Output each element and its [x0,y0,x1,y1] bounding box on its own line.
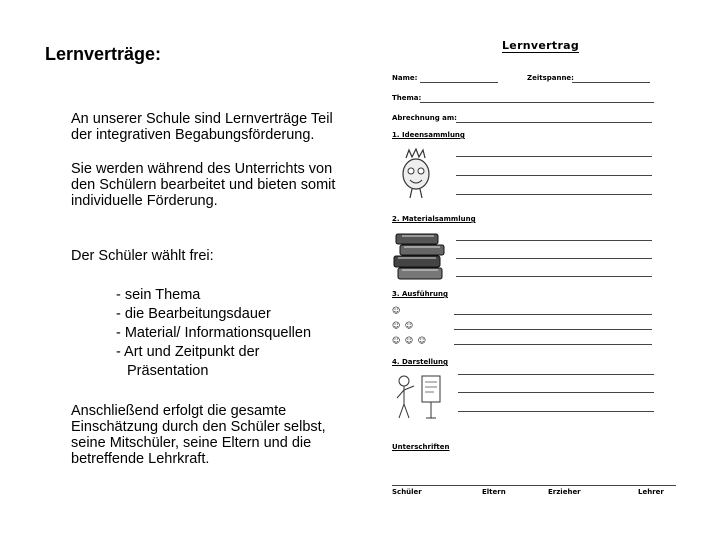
list-item-continuation: Präsentation [127,363,209,379]
books-icon [390,230,448,284]
thema-label: Thema: [392,94,422,102]
abrechnung-line [456,122,652,123]
execution-line [454,344,652,345]
zeitspanne-label: Zeitspanne: [527,74,574,82]
zeitspanne-line [572,82,650,83]
intro-paragraph: An unserer Schule sind Lernverträge Teil der integrativen Begabungsförderung. [71,111,333,143]
description-paragraph: Sie werden während des Unterrichts von den Schülern bearbeitet und bieten somit individuelle Förderung. [71,161,336,209]
execution-line [454,329,652,330]
material-line [456,240,652,241]
material-line [456,258,652,259]
presentation-illustration-icon [392,372,446,420]
list-item: - Art und Zeitpunkt der [116,344,260,360]
list-item: - sein Thema [116,287,201,303]
assessment-paragraph: Anschließend erfolgt die gesamte Einschätzung durch den Schüler selbst, seine Mitschüler, seine Eltern und die betreffende Lehrkraft. [71,403,326,467]
abrechnung-label: Abrechnung am: [392,114,457,122]
section-unterschriften: Unterschriften [392,443,450,451]
idea-line [456,175,652,176]
material-line [456,276,652,277]
thema-line [420,102,654,103]
signer-label: Lehrer [638,488,664,496]
signature-line [392,485,676,486]
section-ausfuehrung: 3. Ausführung [392,290,448,298]
name-line [420,82,498,83]
section-darstellung: 4. Darstellung [392,358,448,366]
smiley-icon: ☺ ☺ [392,321,415,330]
execution-line [454,314,652,315]
list-item: - Material/ Informationsquellen [116,325,312,341]
worksheet-image [386,30,682,510]
list-item: - die Bearbeitungsdauer [116,306,271,322]
section-ideensammlung: 1. Ideensammlung [392,131,465,139]
signer-label: Erzieher [548,488,581,496]
signer-label: Schüler [392,488,422,496]
choice-list [116,286,311,381]
choice-heading: Der Schüler wählt frei: [71,248,214,264]
name-label: Name: [392,74,418,82]
idea-line [456,194,652,195]
signer-label: Eltern [482,488,506,496]
worksheet-title: Lernvertrag [502,39,580,52]
idea-illustration-icon [396,148,436,200]
slide-title: Lernverträge: [45,44,162,64]
smiley-icon: ☺ ☺ ☺ [392,336,428,345]
presentation-line [458,411,654,412]
section-materialsammlung: 2. Materialsammlung [392,215,476,223]
idea-line [456,156,652,157]
presentation-line [458,392,654,393]
smiley-icon: ☺ [392,306,402,315]
presentation-line [458,374,654,375]
